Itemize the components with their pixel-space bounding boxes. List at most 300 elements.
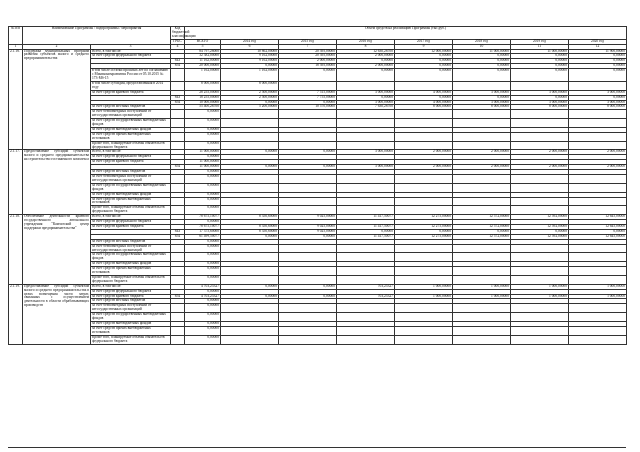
value-total: 0,00000 — [185, 326, 221, 335]
table-row — [9, 175, 627, 184]
value-year: 1 000,00000 — [569, 284, 627, 289]
value-year — [337, 175, 395, 184]
value-year: 0,00000 — [279, 69, 337, 82]
value-year: 2 500,00000 — [221, 90, 279, 95]
source-label: за счет безвозмездных поступлений от негосударственных организаций — [91, 110, 171, 119]
value-year — [569, 335, 627, 344]
grbs-code — [171, 119, 185, 128]
value-year: 2 000,00000 — [453, 165, 511, 170]
value-total: 0,00000 — [185, 313, 221, 322]
value-year — [337, 81, 395, 90]
value-year: 0,00000 — [337, 59, 395, 64]
value-year — [511, 275, 569, 284]
header-index: 10 — [453, 44, 511, 49]
value-total: 0,00000 — [185, 183, 221, 192]
value-year — [453, 81, 511, 90]
value-year — [511, 304, 569, 313]
value-total: 11 000,00000 — [185, 150, 221, 155]
header-year: 2020 год — [569, 39, 627, 44]
section-name: Поддержка муниципальных программ развития субъектов малого и среднего предпринимательства — [23, 49, 91, 150]
grbs-code — [171, 132, 185, 141]
value-year: 0,00000 — [221, 165, 279, 170]
value-year: 0,00000 — [279, 284, 337, 289]
value-year — [395, 253, 453, 262]
section-number: 2.1.18. — [9, 215, 23, 285]
value-year — [511, 132, 569, 141]
value-year — [511, 119, 569, 128]
source-label: за счет средств внебюджетных фондов — [91, 322, 171, 327]
value-total: 0,00000 — [185, 239, 221, 244]
value-year — [569, 313, 627, 322]
value-year — [337, 197, 395, 206]
value-year: 0,00000 — [453, 95, 511, 100]
value-year — [511, 313, 569, 322]
source-label: за счет средств краевого бюджета — [91, 90, 171, 95]
source-label: Всего, в том числе: — [91, 150, 171, 155]
grbs-code — [171, 69, 185, 82]
grbs-code: 854 — [171, 294, 185, 299]
grbs-code: 843 — [171, 95, 185, 100]
value-year: 12 645,00000 — [569, 224, 627, 229]
value-year: 9 025,00000 — [279, 215, 337, 220]
source-label: за счет средств федерального бюджета — [91, 155, 171, 160]
header-year: 2018 год — [453, 39, 511, 44]
grbs-code — [171, 244, 185, 253]
value-year: 0,00000 — [453, 64, 511, 69]
value-year: 2 000,00000 — [395, 150, 453, 155]
value-year — [279, 267, 337, 276]
header-index: 2 — [23, 44, 91, 49]
value-year: 0,00000 — [569, 59, 627, 64]
value-year: 0,00000 — [569, 64, 627, 69]
source-label: за счет средств федерального бюджета — [91, 54, 171, 59]
section-name: Предоставление субсидий субъектам малого и среднего предпринимательства в целях возмещения части затрат, связанных с осуществлением деятельности в области обрабатывающих производств — [23, 284, 91, 344]
value-year: 12 645,00000 — [569, 215, 627, 220]
value-year — [279, 304, 337, 313]
value-year: 0,00000 — [279, 150, 337, 155]
grbs-code: 843 — [171, 59, 185, 64]
value-year: 11 900,00000 — [569, 49, 627, 54]
value-year — [395, 304, 453, 313]
value-year: 5 200,00000 — [221, 105, 279, 110]
value-year — [453, 175, 511, 184]
section-number: 2.1.16. — [9, 49, 23, 150]
value-year — [279, 183, 337, 192]
table-row — [9, 81, 627, 90]
value-total: 0,00000 — [185, 110, 221, 119]
value-total: 0,00000 — [185, 127, 221, 132]
value-year: 0,00000 — [511, 69, 569, 82]
value-year: 2 500,00000 — [221, 95, 279, 100]
value-year — [569, 244, 627, 253]
value-total: 11 162,00000 — [185, 59, 221, 64]
value-year: 12 645,00000 — [569, 234, 627, 239]
value-total: 78 675,10077 — [185, 224, 221, 229]
grbs-code: 843 — [171, 229, 185, 234]
grbs-code — [171, 313, 185, 322]
value-year — [453, 244, 511, 253]
value-total: 0,00000 — [185, 197, 221, 206]
section-number: 2.1.17. — [9, 150, 23, 215]
value-year — [395, 183, 453, 192]
value-year — [453, 313, 511, 322]
value-year — [279, 110, 337, 119]
value-year — [453, 275, 511, 284]
value-year — [569, 183, 627, 192]
value-year: 3 000,00000 — [337, 150, 395, 155]
value-year — [511, 335, 569, 344]
source-label: Кроме того, планируемые объемы обязательств федерального бюджета — [91, 275, 171, 284]
source-label: за счет средств краевого бюджета — [91, 294, 171, 299]
value-year: 0,00000 — [569, 69, 627, 82]
source-label: Всего, в том числе: — [91, 284, 171, 289]
value-year: 1 000,00000 — [395, 284, 453, 289]
source-label: в том числе субсидия, предоставленная в 2014 году — [91, 81, 171, 90]
value-year: 0,00000 — [453, 59, 511, 64]
value-year — [337, 313, 395, 322]
source-label: за счет безвозмездных поступлений от негосударственных организаций — [91, 304, 171, 313]
grbs-code — [171, 253, 185, 262]
value-year — [395, 267, 453, 276]
value-year: 0,00000 — [221, 294, 279, 299]
value-total: 0,00000 — [185, 132, 221, 141]
value-year — [279, 244, 337, 253]
grbs-code — [171, 275, 185, 284]
grbs-code: 854 — [171, 165, 185, 170]
source-label: за счет средств государственных внебюджетных фондов — [91, 253, 171, 262]
value-year: 12 592,00000 — [511, 215, 569, 220]
value-year — [221, 313, 279, 322]
value-year — [511, 326, 569, 335]
value-total: 4 703,25327 — [185, 284, 221, 289]
value-total: 0,00000 — [185, 192, 221, 197]
value-total: 0,00000 — [185, 141, 221, 150]
value-year — [337, 304, 395, 313]
value-total: 0,00000 — [185, 299, 221, 304]
header-year: 2014 год — [221, 39, 279, 44]
value-year: 703,25327 — [337, 284, 395, 289]
value-year: 1 000,00000 — [395, 294, 453, 299]
value-total: 0,00000 — [185, 206, 221, 215]
value-year — [395, 197, 453, 206]
grbs-code: 854 — [171, 64, 185, 69]
value-year: 2 000,00000 — [279, 59, 337, 64]
value-year — [279, 326, 337, 335]
value-year: 12 630,26700 — [337, 49, 395, 54]
value-year: 0,00000 — [453, 69, 511, 82]
table-row — [9, 326, 627, 335]
value-year: 2 000,00000 — [511, 150, 569, 155]
value-year: 0,00000 — [279, 234, 337, 239]
value-year: 0,00000 — [511, 59, 569, 64]
value-year: 0,00000 — [221, 100, 279, 105]
source-label: за счет средств внебюджетных фондов — [91, 192, 171, 197]
grbs-code — [171, 335, 185, 344]
source-label: Кроме того, планируемые объемы обязательств федерального бюджета — [91, 335, 171, 344]
value-year — [453, 132, 511, 141]
value-year: 1 000,00000 — [453, 284, 511, 289]
value-year — [453, 119, 511, 128]
value-year: 10 570,00000 — [279, 105, 337, 110]
value-year — [569, 81, 627, 90]
value-total: 1 162,00000 — [185, 69, 221, 82]
header-year: 2015 год — [279, 39, 337, 44]
value-year: 3 000,00000 — [337, 90, 395, 95]
header-name: Наименование Программы / подпрограммы / мероприятия — [23, 27, 171, 45]
value-total: 0,00000 — [185, 119, 221, 128]
value-year: 0,00000 — [221, 284, 279, 289]
value-year: 7 515,00000 — [279, 90, 337, 95]
value-year — [221, 267, 279, 276]
source-label: за счет средств прочих внебюджетных источников — [91, 197, 171, 206]
source-label: в том числе остатки прошлых лет по соглашению с Минэкономразвития России от 05.10.2015 № 173-Мб-15 — [91, 69, 171, 82]
value-total: 17 375,60000 — [185, 229, 221, 234]
source-label: за счет безвозмездных поступлений от негосударственных организаций — [91, 244, 171, 253]
grbs-code — [171, 141, 185, 150]
value-year: 12 275,00000 — [395, 234, 453, 239]
value-year: 2 000,00000 — [569, 165, 627, 170]
value-year: 0,00000 — [511, 54, 569, 59]
header-index: 6 — [221, 44, 279, 49]
value-year: 12 592,00000 — [511, 224, 569, 229]
value-year — [337, 335, 395, 344]
value-year — [453, 326, 511, 335]
value-year: 0,00000 — [221, 150, 279, 155]
source-label: за счет средств прочих внебюджетных источников — [91, 267, 171, 276]
source-label: Кроме того, планируемые объемы обязательств федерального бюджета — [91, 141, 171, 150]
value-year: 0,00000 — [395, 54, 453, 59]
header-year: 2016 год — [337, 39, 395, 44]
value-year — [569, 304, 627, 313]
source-label: за счет средств внебюджетных фондов — [91, 262, 171, 267]
value-year: 10 862,00000 — [221, 49, 279, 54]
value-year: 8 000,00000 — [395, 105, 453, 110]
source-label: за счет средств краевого бюджета — [91, 224, 171, 229]
value-year — [221, 253, 279, 262]
value-year — [395, 175, 453, 184]
value-total: 11 000,00000 — [185, 160, 221, 165]
value-year: 0,00000 — [395, 69, 453, 82]
value-year — [221, 175, 279, 184]
value-year: 12 000,00000 — [395, 49, 453, 54]
value-year — [337, 183, 395, 192]
value-year: 18 395,00000 — [279, 64, 337, 69]
grbs-code — [171, 81, 185, 90]
value-total: 20 000,00000 — [185, 64, 221, 69]
value-year — [511, 183, 569, 192]
grbs-code — [171, 110, 185, 119]
value-year — [279, 275, 337, 284]
value-year: 8 000,00000 — [221, 81, 279, 90]
value-year: 7 630,26700 — [337, 105, 395, 110]
value-year: 11 000,00000 — [511, 49, 569, 54]
value-year — [221, 326, 279, 335]
value-year — [395, 326, 453, 335]
value-year — [279, 197, 337, 206]
grbs-code: 854 — [171, 100, 185, 105]
value-year — [511, 81, 569, 90]
header-index: 12 — [569, 44, 627, 49]
value-year: 12 572,00000 — [453, 234, 511, 239]
value-total: 55 400,26700 — [185, 105, 221, 110]
value-total: 0,00000 — [185, 244, 221, 253]
value-year — [337, 267, 395, 276]
value-year: 9 025,00000 — [279, 224, 337, 229]
value-year: 2 000,00000 — [337, 64, 395, 69]
grbs-code — [171, 267, 185, 276]
value-total: 4 703,25327 — [185, 294, 221, 299]
value-year — [569, 253, 627, 262]
header-code: Код бюджетной классификации — [172, 26, 196, 38]
value-year — [569, 119, 627, 128]
value-year: 0,00000 — [569, 95, 627, 100]
value-year — [395, 335, 453, 344]
value-total: 0,00000 — [185, 335, 221, 344]
value-year — [221, 275, 279, 284]
value-year — [395, 119, 453, 128]
table-row — [9, 183, 627, 192]
value-total: 0,00000 — [185, 170, 221, 175]
value-year — [569, 267, 627, 276]
source-label: за счет средств местных бюджетов — [91, 170, 171, 175]
value-total: 0,00000 — [185, 275, 221, 284]
value-total: 28 255,00000 — [185, 90, 221, 95]
value-year — [279, 175, 337, 184]
source-label: Всего, в том числе: — [91, 215, 171, 220]
source-label: за счет средств прочих внебюджетных источников — [91, 132, 171, 141]
value-year — [279, 132, 337, 141]
value-year — [453, 304, 511, 313]
value-year: 1 000,00000 — [511, 284, 569, 289]
source-label: за счет средств прочих внебюджетных источников — [91, 326, 171, 335]
source-label: за счет средств государственных внебюджетных фондов — [91, 313, 171, 322]
value-year — [569, 197, 627, 206]
value-year: 4 000,00000 — [395, 100, 453, 105]
value-year — [221, 304, 279, 313]
value-total: 0,00000 — [185, 322, 221, 327]
value-year: 2 000,00000 — [511, 165, 569, 170]
source-label: за счет средств государственных внебюджетных фондов — [91, 183, 171, 192]
value-total: 8 000,00000 — [185, 81, 221, 90]
value-year — [569, 110, 627, 119]
header-year: 2019 год — [511, 39, 569, 44]
value-year: 20 395,00000 — [279, 49, 337, 54]
value-total: 0,00000 — [185, 175, 221, 184]
value-year — [453, 253, 511, 262]
value-year — [395, 132, 453, 141]
header-no: № п/п — [9, 27, 23, 45]
source-label: за счет средств внебюджетных фондов — [91, 127, 171, 132]
value-year — [337, 253, 395, 262]
section-number: 2.1.19. — [9, 284, 23, 344]
value-year: 0,00000 — [221, 234, 279, 239]
header-grbs: ГРБС — [171, 39, 185, 44]
value-year: 0,00000 — [395, 229, 453, 234]
value-year — [279, 335, 337, 344]
value-year — [395, 313, 453, 322]
source-label: Всего, в том числе: — [91, 49, 171, 54]
value-year — [453, 110, 511, 119]
table-row — [9, 275, 627, 284]
value-year: 3 000,00000 — [511, 100, 569, 105]
header-index: 4 — [171, 44, 185, 49]
value-year: 3 000,00000 — [453, 100, 511, 105]
grbs-code — [171, 197, 185, 206]
value-year — [221, 197, 279, 206]
value-year — [453, 335, 511, 344]
value-total: 0,00000 — [185, 262, 221, 267]
header-index: 1 — [9, 44, 23, 49]
value-year: 9 025,00000 — [279, 229, 337, 234]
source-label: за счет безвозмездных поступлений от негосударственных организаций — [91, 175, 171, 184]
value-year: 0,00000 — [279, 294, 337, 299]
source-label: за счет средств государственных внебюджетных фондов — [91, 119, 171, 128]
value-year — [569, 175, 627, 184]
grbs-code — [171, 304, 185, 313]
value-year: 12 275,00000 — [395, 224, 453, 229]
value-year: 0,00000 — [395, 64, 453, 69]
value-year: 703,25327 — [337, 294, 395, 299]
value-total: 18 255,00000 — [185, 95, 221, 100]
value-year — [221, 132, 279, 141]
value-year: 12 572,00000 — [453, 215, 511, 220]
value-year — [511, 175, 569, 184]
value-year: 0,00000 — [453, 54, 511, 59]
grbs-code: 854 — [171, 234, 185, 239]
value-total: 84 797,26000 — [185, 49, 221, 54]
value-year — [279, 119, 337, 128]
header-index: 7 — [279, 44, 337, 49]
value-year — [279, 253, 337, 262]
header-year: 2017 год — [395, 39, 453, 44]
value-year: 8 350,60000 — [221, 229, 279, 234]
value-total: 10 000,00000 — [185, 100, 221, 105]
value-year: 1 000,00000 — [511, 294, 569, 299]
value-year — [337, 326, 395, 335]
header-index: 11 — [511, 44, 569, 49]
value-year — [511, 267, 569, 276]
header-volume: Объем средств на реализацию Программы (тыс.руб.) — [185, 27, 627, 40]
value-year: 9 162,00000 — [221, 54, 279, 59]
value-year: 8 000,00000 — [453, 105, 511, 110]
header-index: 5 — [185, 44, 221, 49]
value-year — [279, 81, 337, 90]
value-total: 32 382,00000 — [185, 54, 221, 59]
value-year: 8 350,60000 — [221, 215, 279, 220]
value-year: 0,00000 — [569, 54, 627, 59]
value-year — [221, 244, 279, 253]
value-year — [511, 197, 569, 206]
value-year: 0,00000 — [511, 229, 569, 234]
value-year — [395, 110, 453, 119]
value-year: 3 000,00000 — [453, 90, 511, 95]
value-year: 8 000,00000 — [511, 105, 569, 110]
value-total: 0,00000 — [185, 220, 221, 225]
value-year: 0,00000 — [221, 64, 279, 69]
value-year: 1 000,00000 — [453, 294, 511, 299]
value-year — [569, 326, 627, 335]
value-year: 0,00000 — [279, 100, 337, 105]
value-year: 1 162,00000 — [221, 69, 279, 82]
value-year — [221, 119, 279, 128]
value-year: 11 417,50077 — [337, 224, 395, 229]
value-year: 9 162,00000 — [221, 59, 279, 64]
table-row — [9, 69, 627, 82]
table-body — [9, 27, 627, 345]
value-year — [395, 81, 453, 90]
table-row — [9, 132, 627, 141]
value-year — [395, 244, 453, 253]
